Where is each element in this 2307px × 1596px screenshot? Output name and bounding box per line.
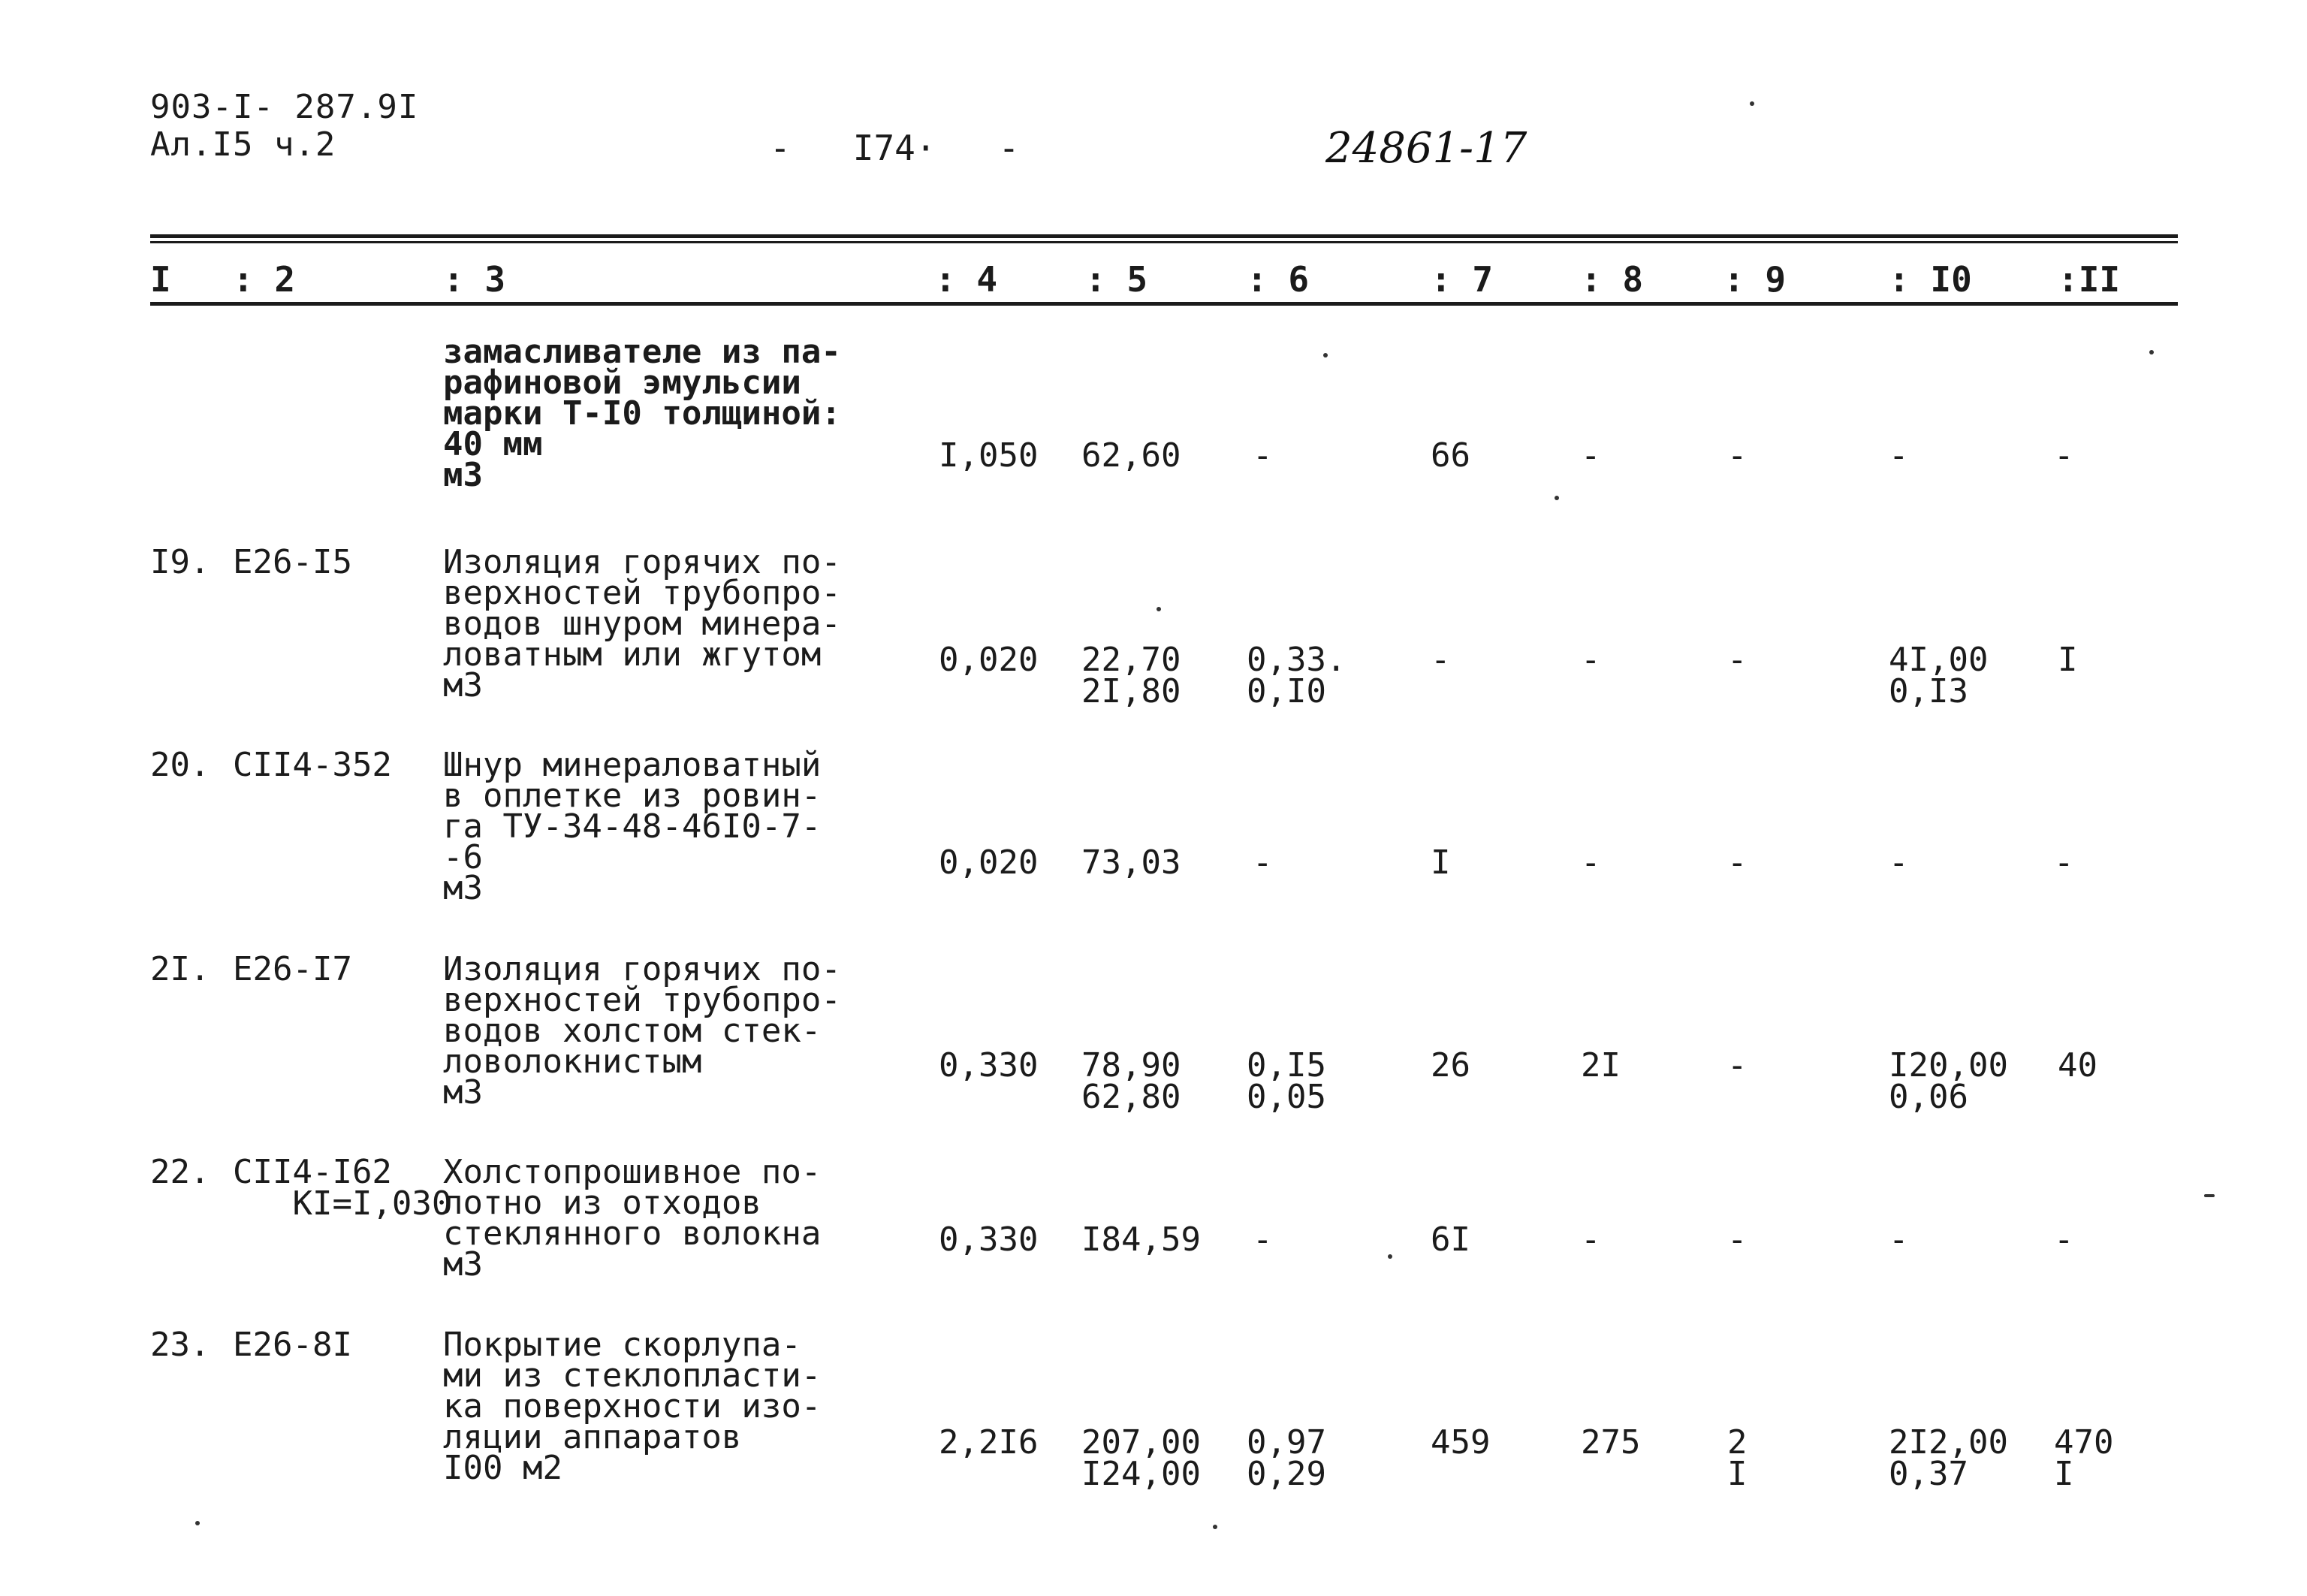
scan-speck [1555,496,1559,500]
row-col6: - [1253,843,1273,882]
row-col7: I [1431,843,1451,882]
row-col9: - [1727,1220,1748,1259]
row-col10: I20,00 0,06 [1889,1046,2008,1116]
row-col4: 0,330 [939,1220,1039,1259]
row-col6: - [1253,436,1273,475]
row-col8: - [1581,843,1601,882]
column-header-6: : 6 [1247,259,1310,300]
row-col7: 459 [1431,1423,1491,1462]
row-col7: - [1431,641,1451,679]
row-col7: 26 [1431,1046,1470,1085]
row-code: СII4-352 [233,746,392,784]
column-header-5: : 5 [1085,259,1148,300]
row-col8: - [1581,1220,1601,1259]
document-code [150,89,418,164]
page-number: - I74· - [770,128,1020,168]
row-col8: - [1581,436,1601,475]
row-col4: 0,020 [939,641,1039,679]
row-col11: - [2054,843,2074,882]
column-header-7: : 7 [1431,259,1494,300]
row-col5: 22,70 2I,80 [1081,641,1181,711]
row-number: 22. [150,1153,210,1191]
row-code: СII4-I62 КI=I,030 [233,1153,452,1223]
column-header-1: I [150,259,171,300]
row-code: Е26-I7 [233,950,352,988]
document-code-line2: Ал.I5 ч.2 [150,125,336,164]
row-col5: I84,59 [1081,1220,1201,1259]
handwritten-number: 24861-17 [1325,124,1527,173]
row-col4: 2,2I6 [939,1423,1039,1462]
column-header-3: : 3 [443,259,506,300]
scan-speck [2204,1194,2215,1197]
row-col11: - [2054,436,2074,475]
row-col9: - [1727,641,1748,679]
row-col5: 62,60 [1081,436,1181,475]
row-code: Е26-I5 [233,543,352,581]
row-number: 20. [150,746,210,784]
row-col11: - [2054,1220,2074,1259]
row-description: Холстопрошивное по- лотно из отходов стеклянного волокна м3 [443,1153,822,1284]
row-col6: 0,97 0,29 [1247,1423,1326,1493]
scan-speck [1388,1254,1392,1259]
column-header-2: : 2 [233,259,296,300]
row-col10: - [1889,436,1909,475]
row-number: 23. [150,1326,210,1364]
row-col7: 66 [1431,436,1470,475]
row-col6: - [1253,1220,1273,1259]
row-col10: - [1889,843,1909,882]
row-col4: 0,330 [939,1046,1039,1085]
row-description: Шнур минераловатный в оплетке из ровин- га ТУ-34-48-46I0-7- -6 м3 [443,746,822,907]
row-description: Изоляция горячих по- верхностей трубопро- водов холстом стек- ловолокнистым м3 [443,950,841,1112]
row-number: I9. [150,543,210,581]
row-col9: - [1727,843,1748,882]
row-col11: I [2058,641,2078,679]
scan-speck [1157,607,1161,611]
row-col11: 470 I [2054,1423,2114,1493]
row-col9: - [1727,1046,1748,1085]
row-col10: 2I2,00 0,37 [1889,1423,2008,1493]
column-header-11: :II [2058,259,2121,300]
row-col6: 0,I5 0,05 [1247,1046,1326,1116]
column-header-10: : I0 [1889,259,1972,300]
row-description: Покрытие скорлупа- ми из стеклопласти- ка поверхности изо- ляции аппаратов I00 м2 [443,1326,822,1487]
row-col10: - [1889,1220,1909,1259]
row-col10: 4I,00 0,I3 [1889,641,1989,711]
scan-speck [1213,1525,1217,1529]
row-description: замасливателе из па- рафиновой эмульсии марки Т-I0 толщиной: 40 мм м3 [443,333,841,494]
row-description: Изоляция горячих по- верхностей трубопро- водов шнуром минера- ловатным или жгутом м3 [443,543,841,704]
scan-speck [1750,101,1754,106]
scan-speck [1323,353,1328,358]
row-col5: 207,00 I24,00 [1081,1423,1201,1493]
row-col4: 0,020 [939,843,1039,882]
row-col5: 78,90 62,80 [1081,1046,1181,1116]
document-code-line1: 903-I- 287.9I [150,88,419,126]
row-col8: - [1581,641,1601,679]
header-rule [150,302,2178,306]
row-number: 2I. [150,950,210,988]
row-code: Е26-8I [233,1326,352,1364]
row-col4: I,050 [939,436,1039,475]
column-header-9: : 9 [1723,259,1787,300]
top-rule-thick [150,234,2178,238]
row-col6: 0,33. 0,I0 [1247,641,1347,711]
scan-speck [195,1521,200,1525]
row-col8: 2I [1581,1046,1621,1085]
scan-speck [2149,350,2154,354]
row-col9: 2 I [1727,1423,1748,1493]
row-col5: 73,03 [1081,843,1181,882]
top-rule-thin [150,241,2178,243]
row-col9: - [1727,436,1748,475]
row-col7: 6I [1431,1220,1470,1259]
column-header-4: : 4 [935,259,998,300]
row-col11: 40 [2058,1046,2097,1085]
row-col8: 275 [1581,1423,1641,1462]
column-header-8: : 8 [1581,259,1644,300]
